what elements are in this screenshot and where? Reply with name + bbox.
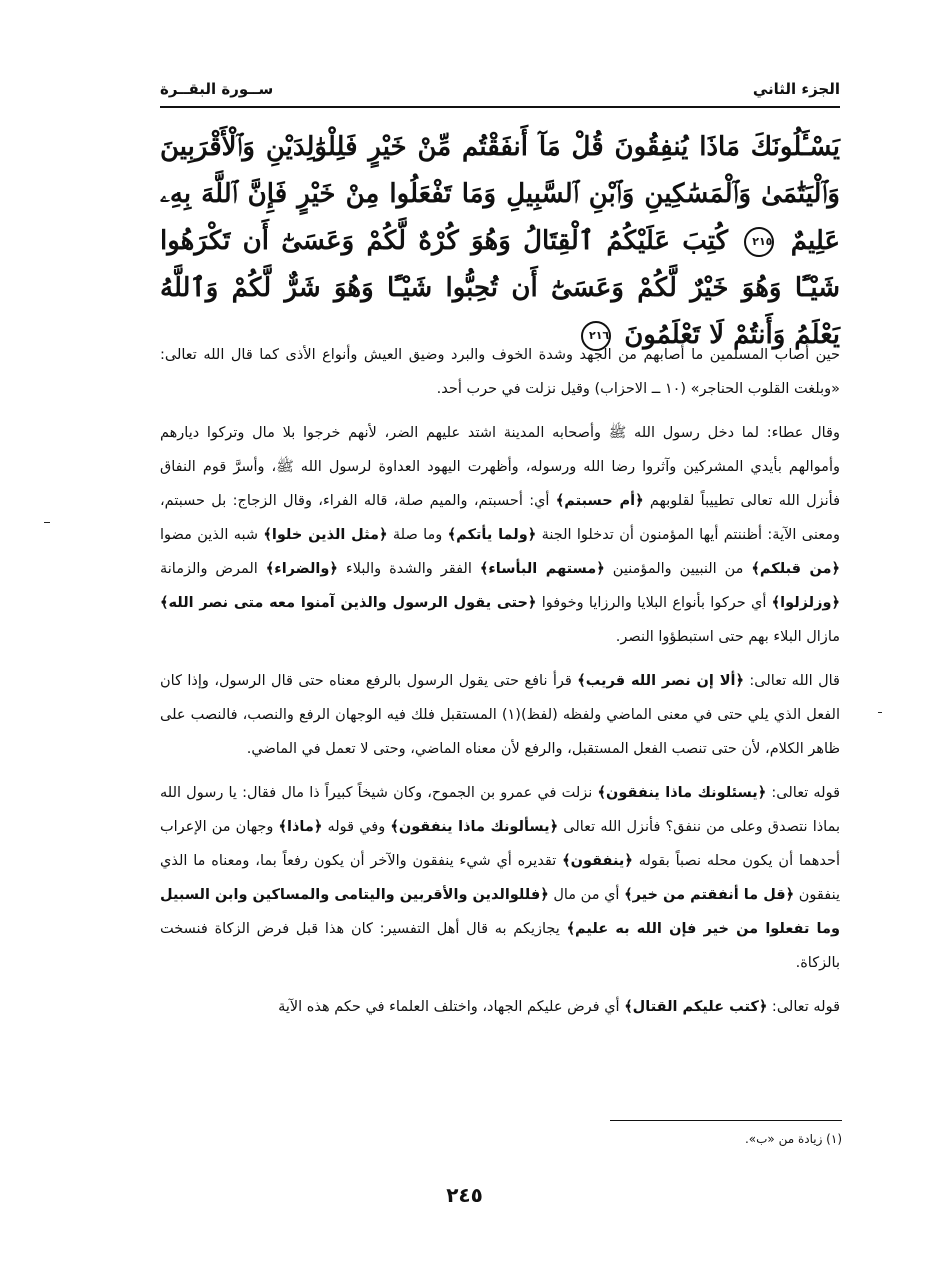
paragraph-text: أي حركوا بأنواع البلايا والرزايا وخوفوا bbox=[536, 595, 772, 611]
paragraph-text: قال الله تعالى: bbox=[744, 673, 840, 689]
footnote: (١) زيادة من «ب». bbox=[744, 1132, 842, 1146]
quoted-verse: ﴿كتب عليكم القتال﴾ bbox=[624, 999, 768, 1015]
paragraph-text: مازال البلاء بهم حتى استبطؤوا النصر. bbox=[615, 629, 840, 645]
part-title: الجزء الثاني bbox=[752, 80, 840, 98]
commentary-paragraph bbox=[160, 416, 840, 654]
paragraph-text: الفقر والشدة والبلاء bbox=[337, 561, 480, 577]
quoted-verse: ﴿والضراء﴾ bbox=[265, 561, 338, 577]
quoted-verse: ﴿ماذا﴾ bbox=[278, 819, 323, 835]
verse-215-marker: ٢١٥ bbox=[744, 227, 774, 257]
quoted-verse: ﴿يسئلونك ماذا ينفقون﴾ bbox=[597, 785, 767, 801]
header-divider bbox=[160, 106, 840, 108]
surah-title: ســورة البقــرة bbox=[160, 80, 274, 98]
quoted-verse: ﴿يسألونك ماذا ينفقون﴾ bbox=[390, 819, 559, 835]
paragraph-text: حين أصاب المسلمين ما أصابهم من الجهد وشدة الخوف والبرد وضيق العيش وأنواع الأذى كما قال الله تعالى: «وبلغت القلوب الحناجر» (١٠ ــ الاحزاب) وقيل نزلت في حرب أحد. bbox=[160, 347, 840, 397]
quoted-verse: ﴿أم حسبتم﴾ bbox=[555, 493, 644, 509]
quoted-verse: ﴿قل ما أنفقتم من خير﴾ bbox=[624, 887, 795, 903]
quoted-verse: ﴿وزلزلوا﴾ bbox=[771, 595, 840, 611]
quoted-verse: ﴿مثل الذين خلوا﴾ bbox=[263, 527, 388, 543]
quoted-verse: ﴿ينفقون﴾ bbox=[562, 853, 633, 869]
paragraph-text: تقديره أي شيء ينفقون والآخر أن يكون رفعاً بما، ومعناه ما الذي ينفقون bbox=[160, 853, 840, 903]
quoted-verse: ﴿ألا إن نصر الله قريب﴾ bbox=[577, 673, 744, 689]
quoted-verse: ﴿حتى يقول الرسول والذين آمنوا معه متى نصر الله﴾ bbox=[160, 595, 537, 611]
paragraph-text: المرض والزمانة bbox=[160, 561, 266, 577]
page-header bbox=[160, 72, 840, 106]
paragraph-text: قوله تعالى: bbox=[767, 999, 840, 1015]
paragraph-text: يجازيكم به قال أهل التفسير: كان هذا قبل فرض الزكاة فنسخت بالزكاة. bbox=[160, 921, 840, 971]
verse-216-marker: ٢١٦ bbox=[581, 321, 611, 351]
quran-verses bbox=[160, 124, 840, 359]
commentary-paragraph bbox=[160, 990, 840, 1024]
commentary-paragraph bbox=[160, 664, 840, 766]
quoted-verse: ﴿ولما يأتكم﴾ bbox=[447, 527, 537, 543]
commentary-paragraph bbox=[160, 338, 840, 406]
quoted-verse: ﴿من قبلكم﴾ bbox=[751, 561, 841, 577]
page-number: ٢٤٥ bbox=[446, 1183, 483, 1207]
footnote-divider bbox=[610, 1120, 842, 1121]
paragraph-text: أي: أحسبتم، والميم صلة، قاله الفراء، وقال الزجاج: بل حسبتم، ومعنى الآية: أظننتم أيها المؤمنون أن تدخلوا الجنة bbox=[160, 493, 840, 543]
quoted-verse: ﴿فللوالدين والأقربين واليتامى والمساكين وابن السبيل وما تفعلوا من خير فإن الله به عليم﴾ bbox=[160, 887, 840, 937]
quoted-verse: ﴿مستهم البأساء﴾ bbox=[479, 561, 605, 577]
paragraph-text: وفي قوله bbox=[322, 819, 391, 835]
commentary-text bbox=[160, 338, 840, 1034]
paragraph-text: وجهان من الإعراب أحدهما أن يكون محله نصباً بقوله bbox=[160, 819, 840, 869]
paragraph-text: أي من مال bbox=[548, 887, 625, 903]
commentary-paragraph bbox=[160, 776, 840, 980]
paragraph-text: نزلت في عمرو بن الجموح، وكان شيخاً كبيراً ذا مال فقال: يا رسول الله بماذا نتصدق وعلى من ننفق؟ فأنزل الله تعالى bbox=[160, 785, 841, 835]
paragraph-text: وما صلة bbox=[387, 527, 448, 543]
scan-mark bbox=[44, 522, 50, 523]
paragraph-text: شبه الذين مضوا bbox=[160, 527, 264, 543]
paragraph-text: قرأ نافع حتى يقول الرسول بالرفع معناه حتى قال الرسول، وإذا كان الفعل الذي يلي حتى في معنى الماضي ولفظه (لفظ)(١) المستقبل فلك فيه الوجهان الرفع والنصب، فالنصب على ظاهر الكلام، لأن حتى تنصب الفعل المستقبل، والرفع لأن معناه الماضي، وحتى لا تعمل في الماضي. bbox=[160, 673, 840, 757]
paragraph-text: قوله تعالى: bbox=[766, 785, 841, 801]
paragraph-text: من النبيين والمؤمنين bbox=[604, 561, 752, 577]
paragraph-text: أي فرض عليكم الجهاد، واختلف العلماء في حكم هذه الآية bbox=[278, 999, 625, 1015]
verse-215-text: يَسْـَٔلُونَكَ مَاذَا يُنفِقُونَ قُلْ مَآ أَنفَقْتُم مِّنْ خَيْرٍ فَلِلْوَٰلِدَيْنِ وَٱلْأَقْرَبِينَ وَٱلْيَتَٰمَىٰ وَٱلْمَسَٰكِينِ وَٱبْنِ ٱلسَّبِيلِ وَمَا تَفْعَلُوا مِنْ خَيْرٍ فَإِنَّ ٱللَّهَ بِهِۦ عَلِيمٌ bbox=[160, 132, 841, 256]
verse-216-text: كُتِبَ عَلَيْكُمُ ٱلْقِتَالُ وَهُوَ كُرْهٌ لَّكُمْ وَعَسَىٰٓ أَن تَكْرَهُوا شَيْـًٔا وَهُوَ خَيْرٌ لَّكُمْ وَعَسَىٰٓ أَن تُحِبُّوا شَيْـًٔا وَهُوَ شَرٌّ لَّكُمْ وَٱللَّهُ يَعْلَمُ وَأَنتُمْ لَا تَعْلَمُونَ bbox=[160, 226, 840, 350]
scan-mark bbox=[878, 712, 882, 713]
paragraph-text: وقال عطاء: لما دخل رسول الله ﷺ وأصحابه المدينة اشتد عليهم الضر، لأنهم خرجوا بلا مال وتركوا ديارهم وأموالهم بأيدي المشركين وآثروا رضا الله ورسوله، وأظهرت اليهود العداوة لرسول الله ﷺ، وأسرَّ قوم النفاق فأنزل الله تعالى تطييباً لقلوبهم bbox=[160, 425, 841, 509]
